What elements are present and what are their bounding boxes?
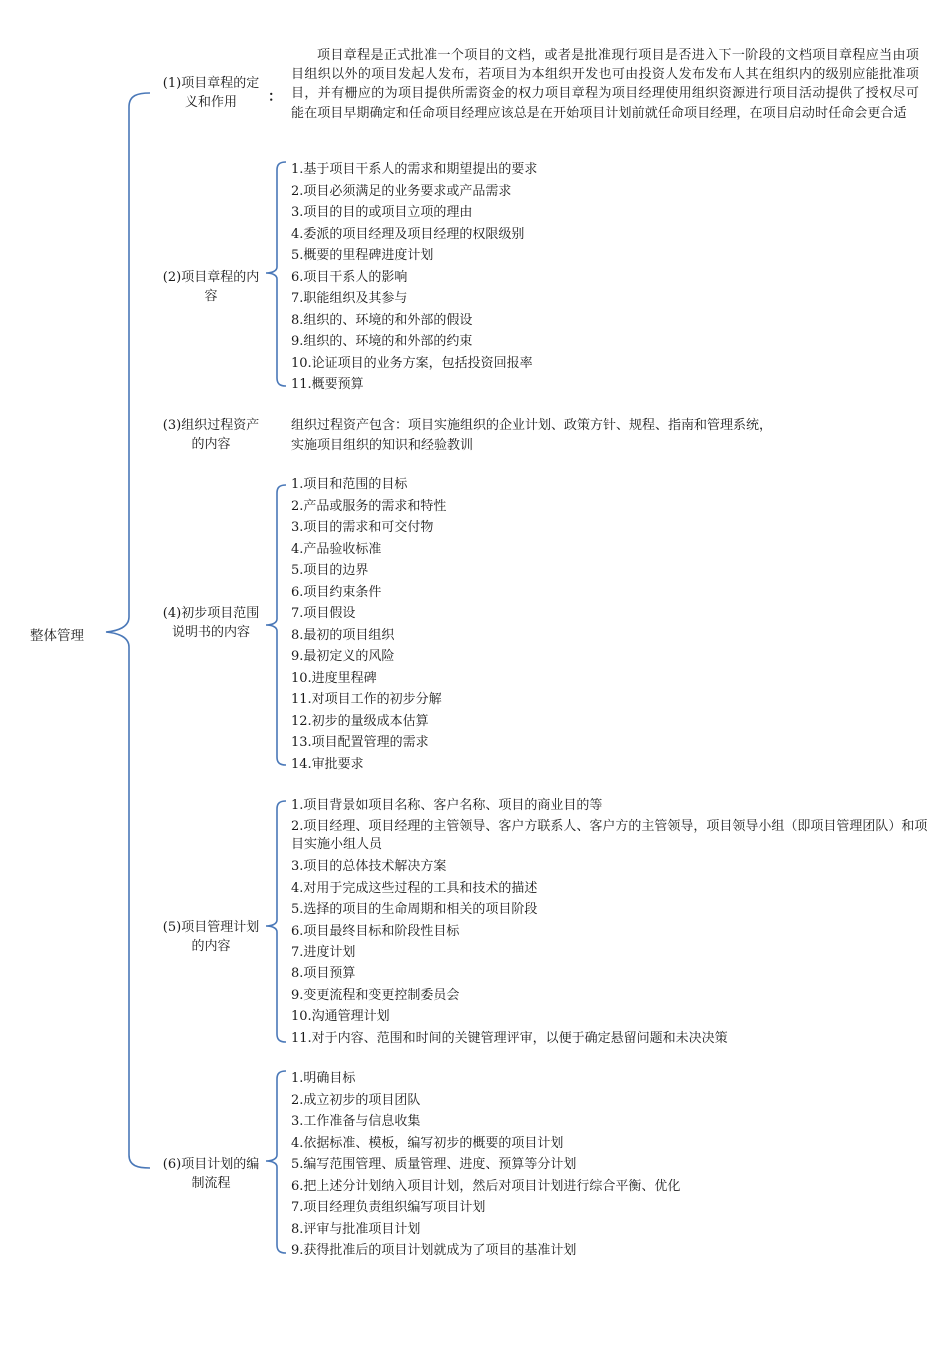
- list-item: 7.进度计划: [291, 945, 356, 961]
- branch-6-list: [291, 1068, 931, 1262]
- list-item: 6.项目干系人的影响: [291, 269, 408, 285]
- branch-1-colon: ：: [268, 89, 282, 105]
- branch-1-label: (1)项目章程的定义和作用: [162, 76, 260, 110]
- list-item: 10.沟通管理计划: [291, 1009, 390, 1025]
- branch-3-line-2: 实施项目组织的知识和经验教训: [291, 437, 474, 453]
- branch-4-list: [291, 474, 931, 775]
- list-item: 11.对于内容、范围和时间的关键管理评审，以便于确定悬留问题和未决决策: [291, 1030, 728, 1046]
- list-item: 6.把上述分计划纳入项目计划，然后对项目计划进行综合平衡、优化: [291, 1178, 681, 1194]
- list-item: 10.进度里程碑: [291, 670, 377, 686]
- root-node: 整体管理: [30, 628, 84, 644]
- list-item: 9.获得批准后的项目计划就成为了项目的基准计划: [291, 1243, 577, 1258]
- branch-3-line-1: 组织过程资产包含：项目实施组织的企业计划、政策方针、规程、指南和管理系统，: [291, 418, 773, 433]
- list-item: 1.明确目标: [291, 1071, 356, 1086]
- list-item: 9.最初定义的风险: [291, 649, 395, 664]
- list-item: 2.成立初步的项目团队: [291, 1092, 421, 1108]
- list-item: 8.项目预算: [291, 966, 356, 982]
- branch-2-label: (2)项目章程的内容: [162, 270, 260, 304]
- list-item: 9.变更流程和变更控制委员会: [291, 987, 460, 1003]
- list-item: 3.项目的目的或项目立项的理由: [291, 205, 473, 220]
- list-item: 3.工作准备与信息收集: [291, 1114, 421, 1129]
- list-item: 3.项目的总体技术解决方案: [291, 859, 447, 875]
- branch-6-label: (6)项目计划的编制流程: [162, 1157, 260, 1191]
- list-item: 7.项目经理负责组织编写项目计划: [291, 1200, 486, 1215]
- list-item: 7.项目假设: [291, 606, 356, 621]
- branch6-bracket: [266, 1071, 286, 1253]
- branch5-bracket: [266, 801, 286, 1042]
- branch-1-text: 项目章程是正式批准一个项目的文档，或者是批准现行项目是否进入下一阶段的文档项目章程应当由项目组织以外的项目发起人发布，若项目为本组织开发也可由投资人发布发布人其在组织内的级别应能批准项目，并有栅应的为项目提供所需资金的权力项目章程为项目经理使用组织资源进行项目活动提供了授权尽可能在项目早期确定和任命项目经理应该总是在开始项目计划前就任命项目经理，在项目启动时任命会更合适: [291, 48, 919, 121]
- list-item: 5.概要的里程碑进度计划: [291, 248, 434, 263]
- list-item: 1.项目背景如项目名称、客户名称、项目的商业目的等: [291, 798, 603, 813]
- list-item: 5.项目的边界: [291, 563, 369, 578]
- list-item: 3.项目的需求和可交付物: [291, 520, 434, 535]
- list-item: 7.职能组织及其参与: [291, 291, 408, 306]
- list-item: 5.编写范围管理、质量管理、进度、预算等分计划: [291, 1157, 577, 1172]
- branch-3-label: (3)组织过程资产的内容: [162, 418, 260, 452]
- list-item: 13.项目配置管理的需求: [291, 735, 429, 750]
- list-item: 2.项目经理、项目经理的主管领导、客户方联系人、客户方的主管领导，项目领导小组（即项目管理团队）和项目实施小组人员: [291, 819, 928, 853]
- list-item: 11.对项目工作的初步分解: [291, 692, 442, 707]
- list-item: 4.委派的项目经理及项目经理的权限级别: [291, 226, 525, 242]
- branch2-bracket: [266, 162, 286, 386]
- list-item: 10.论证项目的业务方案，包括投资回报率: [291, 355, 533, 371]
- list-item: 11.概要预算: [291, 377, 364, 392]
- list-item: 9.组织的、环境的和外部的约束: [291, 334, 473, 349]
- branch-5-label: (5)项目管理计划的内容: [162, 920, 260, 954]
- list-item: 4.依据标准、模板，编写初步的概要的项目计划: [291, 1135, 564, 1151]
- list-item: 4.产品验收标准: [291, 541, 382, 557]
- branch-2-list: [291, 159, 931, 396]
- branch-3-text: [291, 416, 931, 455]
- list-item: 8.最初的项目组织: [291, 627, 395, 643]
- list-item: 1.基于项目干系人的需求和期望提出的要求: [291, 162, 538, 177]
- root-bracket: [106, 93, 150, 1168]
- branch4-bracket: [266, 485, 286, 765]
- list-item: 2.产品或服务的需求和特性: [291, 498, 447, 514]
- list-item: 8.组织的、环境的和外部的假设: [291, 312, 473, 328]
- list-item: 4.对用于完成这些过程的工具和技术的描述: [291, 880, 538, 896]
- list-item: 8.评审与批准项目计划: [291, 1221, 421, 1237]
- list-item: 6.项目约束条件: [291, 584, 382, 600]
- list-item: 2.项目必须满足的业务要求或产品需求: [291, 183, 512, 199]
- list-item: 1.项目和范围的目标: [291, 477, 408, 492]
- branch-4-label: (4)初步项目范围说明书的内容: [162, 606, 260, 640]
- list-item: 5.选择的项目的生命周期和相关的项目阶段: [291, 902, 538, 918]
- list-item: 6.项目最终目标和阶段性目标: [291, 923, 460, 939]
- list-item: 12.初步的量级成本估算: [291, 713, 429, 729]
- branch-5-list: [291, 795, 931, 1049]
- list-item: 14.审批要求: [291, 756, 364, 772]
